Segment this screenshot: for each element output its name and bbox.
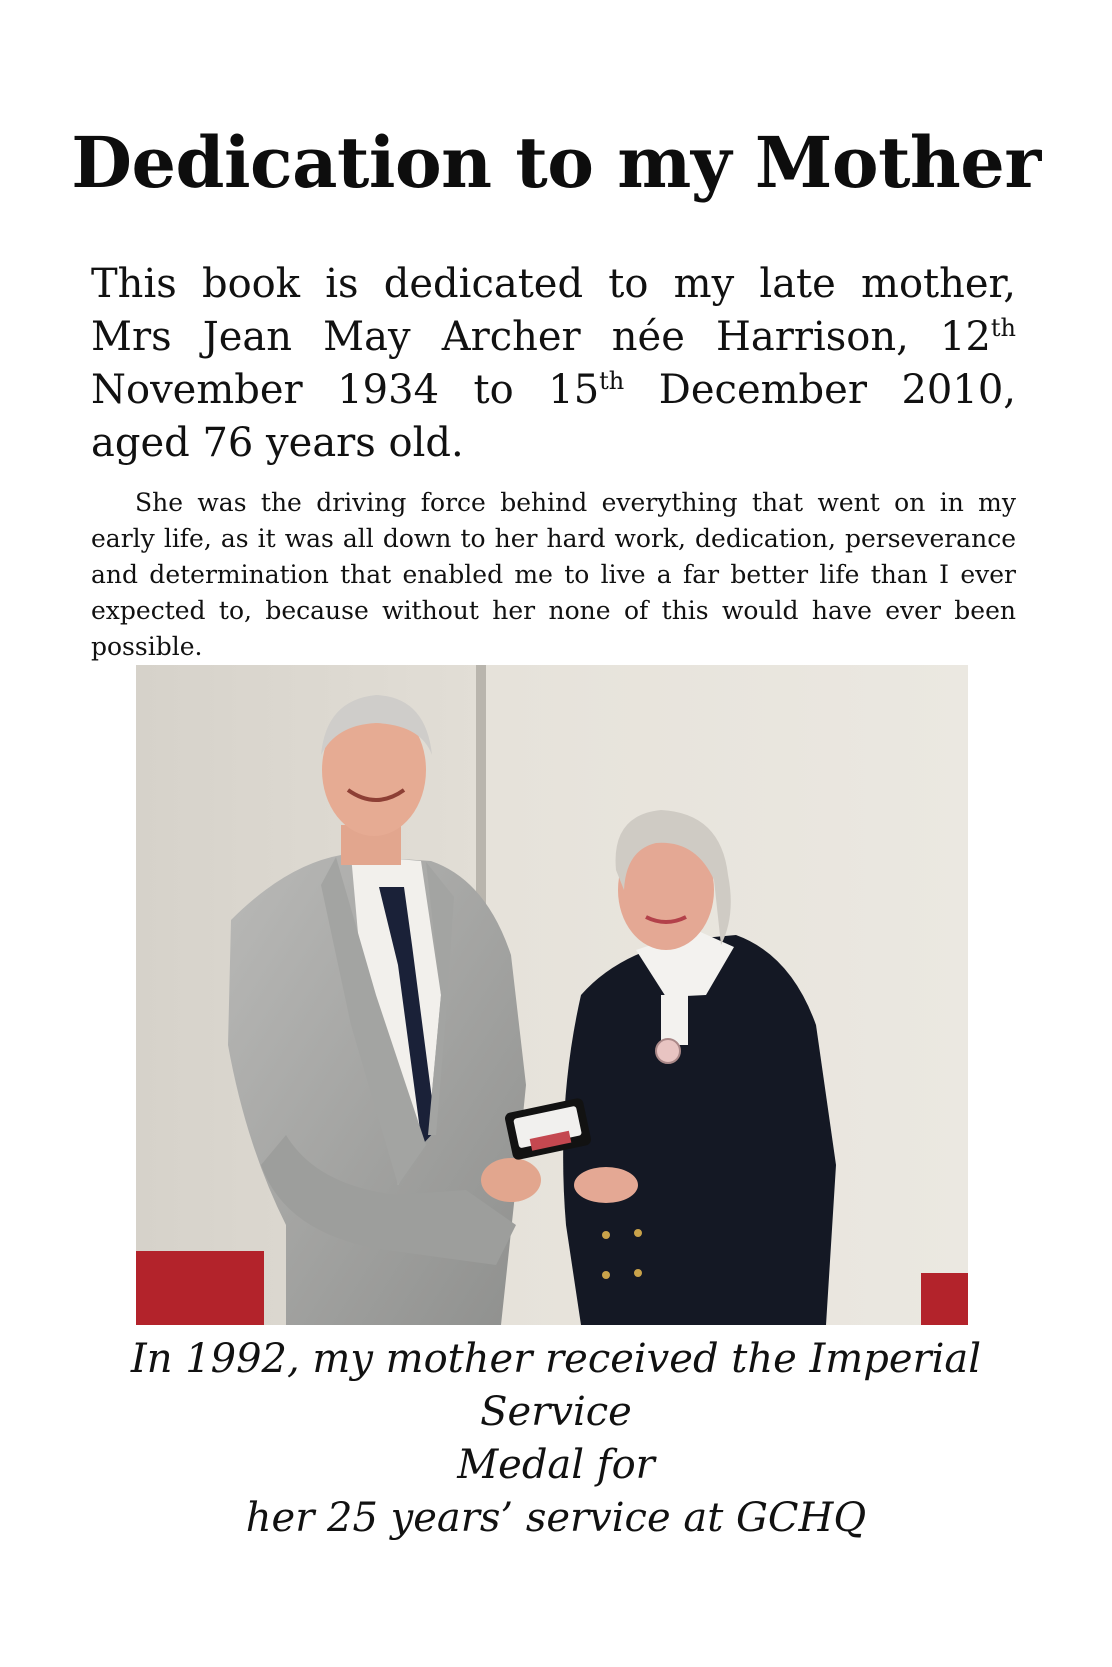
lead-text-part-2: November 1934 to 15 bbox=[91, 367, 600, 413]
dedication-body-paragraph: She was the driving force behind everything that went on in my early life, as it was all down to her hard work, dedication, perseverance and determination that enabled me to live a far better life than I ever expected to, because without her none of this would have ever been possible. bbox=[91, 488, 1016, 661]
ordinal-suffix-1: th bbox=[990, 314, 1016, 342]
page-title: Dedication to my Mother bbox=[71, 121, 1041, 204]
caption-line-3: her 25 years’ service at GCHQ bbox=[245, 1495, 867, 1541]
lead-text-part-3: December 2010, aged 76 years old. bbox=[91, 367, 1016, 466]
lead-text-part-1: This book is dedicated to my late mother, Mrs Jean May Archer née Harrison, 12 bbox=[91, 261, 1016, 360]
photo-caption bbox=[60, 1333, 1052, 1545]
medal-presentation-photo bbox=[136, 665, 968, 1325]
caption-line-1: In 1992, my mother received the Imperial Service bbox=[130, 1336, 982, 1435]
dedication-lead-paragraph bbox=[91, 258, 1016, 470]
caption-line-2: Medal for bbox=[457, 1442, 655, 1488]
ordinal-suffix-2: th bbox=[599, 367, 625, 395]
